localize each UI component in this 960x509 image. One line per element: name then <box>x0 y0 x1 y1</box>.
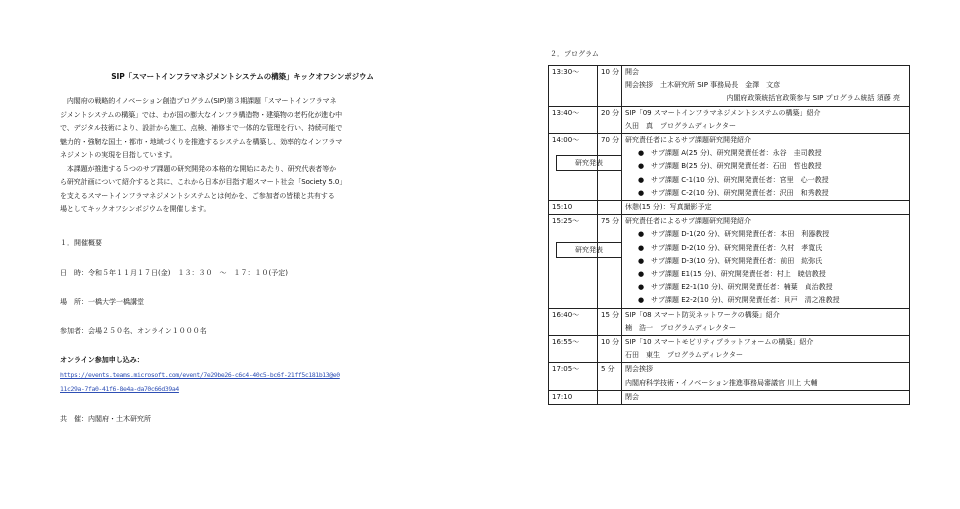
bullet-item: ● サブ課題 C-1(10 分)、研究開発責任者：宮里 心一教授 <box>625 174 906 187</box>
intro-line: 内閣府の戦略的イノベーション創造プログラム(SIP)第３期課題「スマートインフラマネ <box>60 97 337 105</box>
session-label: 研究発表 <box>556 155 622 171</box>
time-label: 15:25～ <box>552 217 580 226</box>
bullet-icon: ● <box>638 149 645 158</box>
time-cell <box>549 215 603 308</box>
table-row <box>549 308 910 335</box>
bullet-icon: ● <box>638 296 645 305</box>
program-table <box>548 65 910 405</box>
time-cell <box>549 134 603 201</box>
time-cell: 16:40～ <box>549 308 598 335</box>
table-row <box>549 390 910 404</box>
bullet-item: ● サブ課題 D-3(10 分)、研究開発責任者：前田 紘弥氏 <box>625 255 906 268</box>
duration-cell: 75 分 <box>598 215 622 308</box>
content-line: 研究責任者によるサブ課題研究開発紹介 <box>625 217 751 226</box>
duration-cell: 15 分 <box>598 308 622 335</box>
content-line: 楠 浩一 プログラムディレクター <box>625 323 736 332</box>
intro-line: ネジメントの実現を目指しています。 <box>60 151 177 159</box>
table-row <box>549 363 910 390</box>
time-cell: 13:40～ <box>549 106 598 133</box>
content-line: SIP「08 スマート防災ネットワークの構築」紹介 <box>625 310 780 319</box>
content-cell <box>622 215 910 308</box>
intro-line: で、デジタル技術により、設計から施工、点検、補修まで一体的な管理を行い、持続可能で <box>60 124 343 132</box>
bullet-item: ● サブ課題 D-1(20 分)、研究開発責任者：本田 利器教授 <box>625 228 906 241</box>
duration-cell <box>598 201 622 215</box>
duration-cell: 10 分 <box>598 66 622 107</box>
date-line: 日 時：令和５年１１月１７日(金) １３：３０ ～ １７：１０(予定) <box>60 269 288 277</box>
intro-line: ら研究計画について紹介すると共に、これから日本が目指す超スマート社会「Society 5.0」 <box>60 178 347 186</box>
online-registration-label: オンライン参加申し込み： <box>60 356 144 364</box>
time-cell: 15:10 <box>549 201 598 215</box>
content-line: SIP「09 スマートインフラマネジメントシステムの構築」紹介 <box>625 108 821 117</box>
participants-line: 参加者：会場２５０名、オンライン１０００名 <box>60 327 207 335</box>
intro-line: を支えるスマートインフラマネジメントシステムとは何かを、ご参加者の皆様と共有する <box>60 191 335 200</box>
content-line: 研究責任者によるサブ課題研究開発紹介 <box>625 136 751 145</box>
content-line: 石田 東生 プログラムディレクター <box>625 351 743 360</box>
table-row <box>549 106 910 133</box>
bullet-item: ● サブ課題 A(25 分)、研究開発責任者：永谷 圭司教授 <box>625 147 906 160</box>
registration-link-cont[interactable]: 11c29a-7fa0-41f6-8e4a-da70c66d39a4 <box>60 385 179 393</box>
content-cell <box>622 336 910 363</box>
bullet-item: ● サブ課題 C-2(10 分)、研究開発責任者：沢田 和秀教授 <box>625 187 906 200</box>
table-row <box>549 134 910 201</box>
bullet-icon: ● <box>638 283 645 292</box>
bullet-item: ● サブ課題 B(25 分)、研究開発責任者：石田 哲也教授 <box>625 160 906 173</box>
duration-cell: 20 分 <box>598 106 622 133</box>
time-label: 14:00～ <box>552 136 580 145</box>
bullet-icon: ● <box>638 243 645 252</box>
content-cell <box>622 66 910 107</box>
content-cell: 閉会 <box>622 390 910 404</box>
content-cell <box>622 308 910 335</box>
table-row <box>549 336 910 363</box>
bullet-icon: ● <box>638 188 645 197</box>
content-cell: 休憩(15 分)：写真撮影予定 <box>622 201 910 215</box>
section-heading: １．開催概要 <box>60 239 102 247</box>
intro-line: ジメントシステムの構築」では、わが国の膨大なインフラ構造物・建築物の老朽化が進む中 <box>60 110 342 119</box>
session-label: 研究発表 <box>556 242 622 258</box>
right-page <box>548 0 910 509</box>
left-page <box>60 0 425 509</box>
bullet-icon: ● <box>638 175 645 184</box>
table-row <box>549 215 910 308</box>
registration-link[interactable]: https://events.teams.microsoft.com/event/7e29be26-c6c4-40c5-bc6f-21ff5c181b13@e0 <box>60 371 340 379</box>
bullet-item: ● サブ課題 E1(15 分)、研究開発責任者：村上 暁信教授 <box>625 268 906 281</box>
content-cell <box>622 134 910 201</box>
time-cell: 17:10 <box>549 390 598 404</box>
intro-line: 魅力的・強靭な国土・都市・地域づくりを推進するシステムを構築し、効率的なインフラマ <box>60 137 343 146</box>
content-cell <box>622 106 910 133</box>
intro-line: 本課題が推進する５つのサブ課題の研究開発の本格的な開始にあたり、研究代表者等か <box>60 164 336 173</box>
time-cell: 16:55～ <box>549 336 598 363</box>
bullet-item: ● サブ課題 D-2(10 分)、研究開発責任者：久村 孝寛氏 <box>625 242 906 255</box>
content-line: 久田 真 プログラムディレクター <box>625 121 736 130</box>
bullet-item: ● サブ課題 E2-1(10 分)、研究開発責任者：楠葉 貞治教授 <box>625 281 906 294</box>
time-cell: 13:30～ <box>549 66 598 107</box>
program-heading: ２．プログラム <box>550 50 599 58</box>
host-line: 共 催：内閣府・土木研究所 <box>60 415 151 423</box>
table-row <box>549 201 910 215</box>
content-line: 開会挨拶 土木研究所 SIP 事務局長 金澤 文彦 <box>625 81 781 90</box>
duration-cell: 70 分 <box>598 134 622 201</box>
bullet-item: ● サブ課題 E2-2(10 分)、研究開発責任者：貝戸 清之准教授 <box>625 294 906 307</box>
content-line: 内閣府政策統括官政策参与 SIP プログラム統括 須藤 亮 <box>726 94 900 103</box>
duration-cell <box>598 390 622 404</box>
content-line: 内閣府科学技術・イノベーション推進事務局審議官 川上 大輔 <box>625 378 818 387</box>
bullet-icon: ● <box>638 162 645 171</box>
content-cell <box>622 363 910 390</box>
duration-cell: 10 分 <box>598 336 622 363</box>
duration-cell: 5 分 <box>598 363 622 390</box>
intro-line: 場としてキックオフシンポジウムを開催します。 <box>60 205 211 213</box>
content-line: 開会 <box>625 68 639 76</box>
content-line: 閉会挨拶 <box>625 365 653 374</box>
document-title: SIP「スマートインフラマネジメントシステムの構築」キックオフシンポジウム <box>111 72 374 81</box>
content-line: SIP「10 スマートモビリティプラットフォームの構築」紹介 <box>625 338 814 347</box>
bullet-icon: ● <box>638 270 645 279</box>
venue-line: 場 所：一橋大学一橋講堂 <box>60 298 144 306</box>
bullet-icon: ● <box>638 230 645 239</box>
table-row <box>549 66 910 107</box>
time-cell: 17:05～ <box>549 363 598 390</box>
bullet-icon: ● <box>638 256 645 265</box>
